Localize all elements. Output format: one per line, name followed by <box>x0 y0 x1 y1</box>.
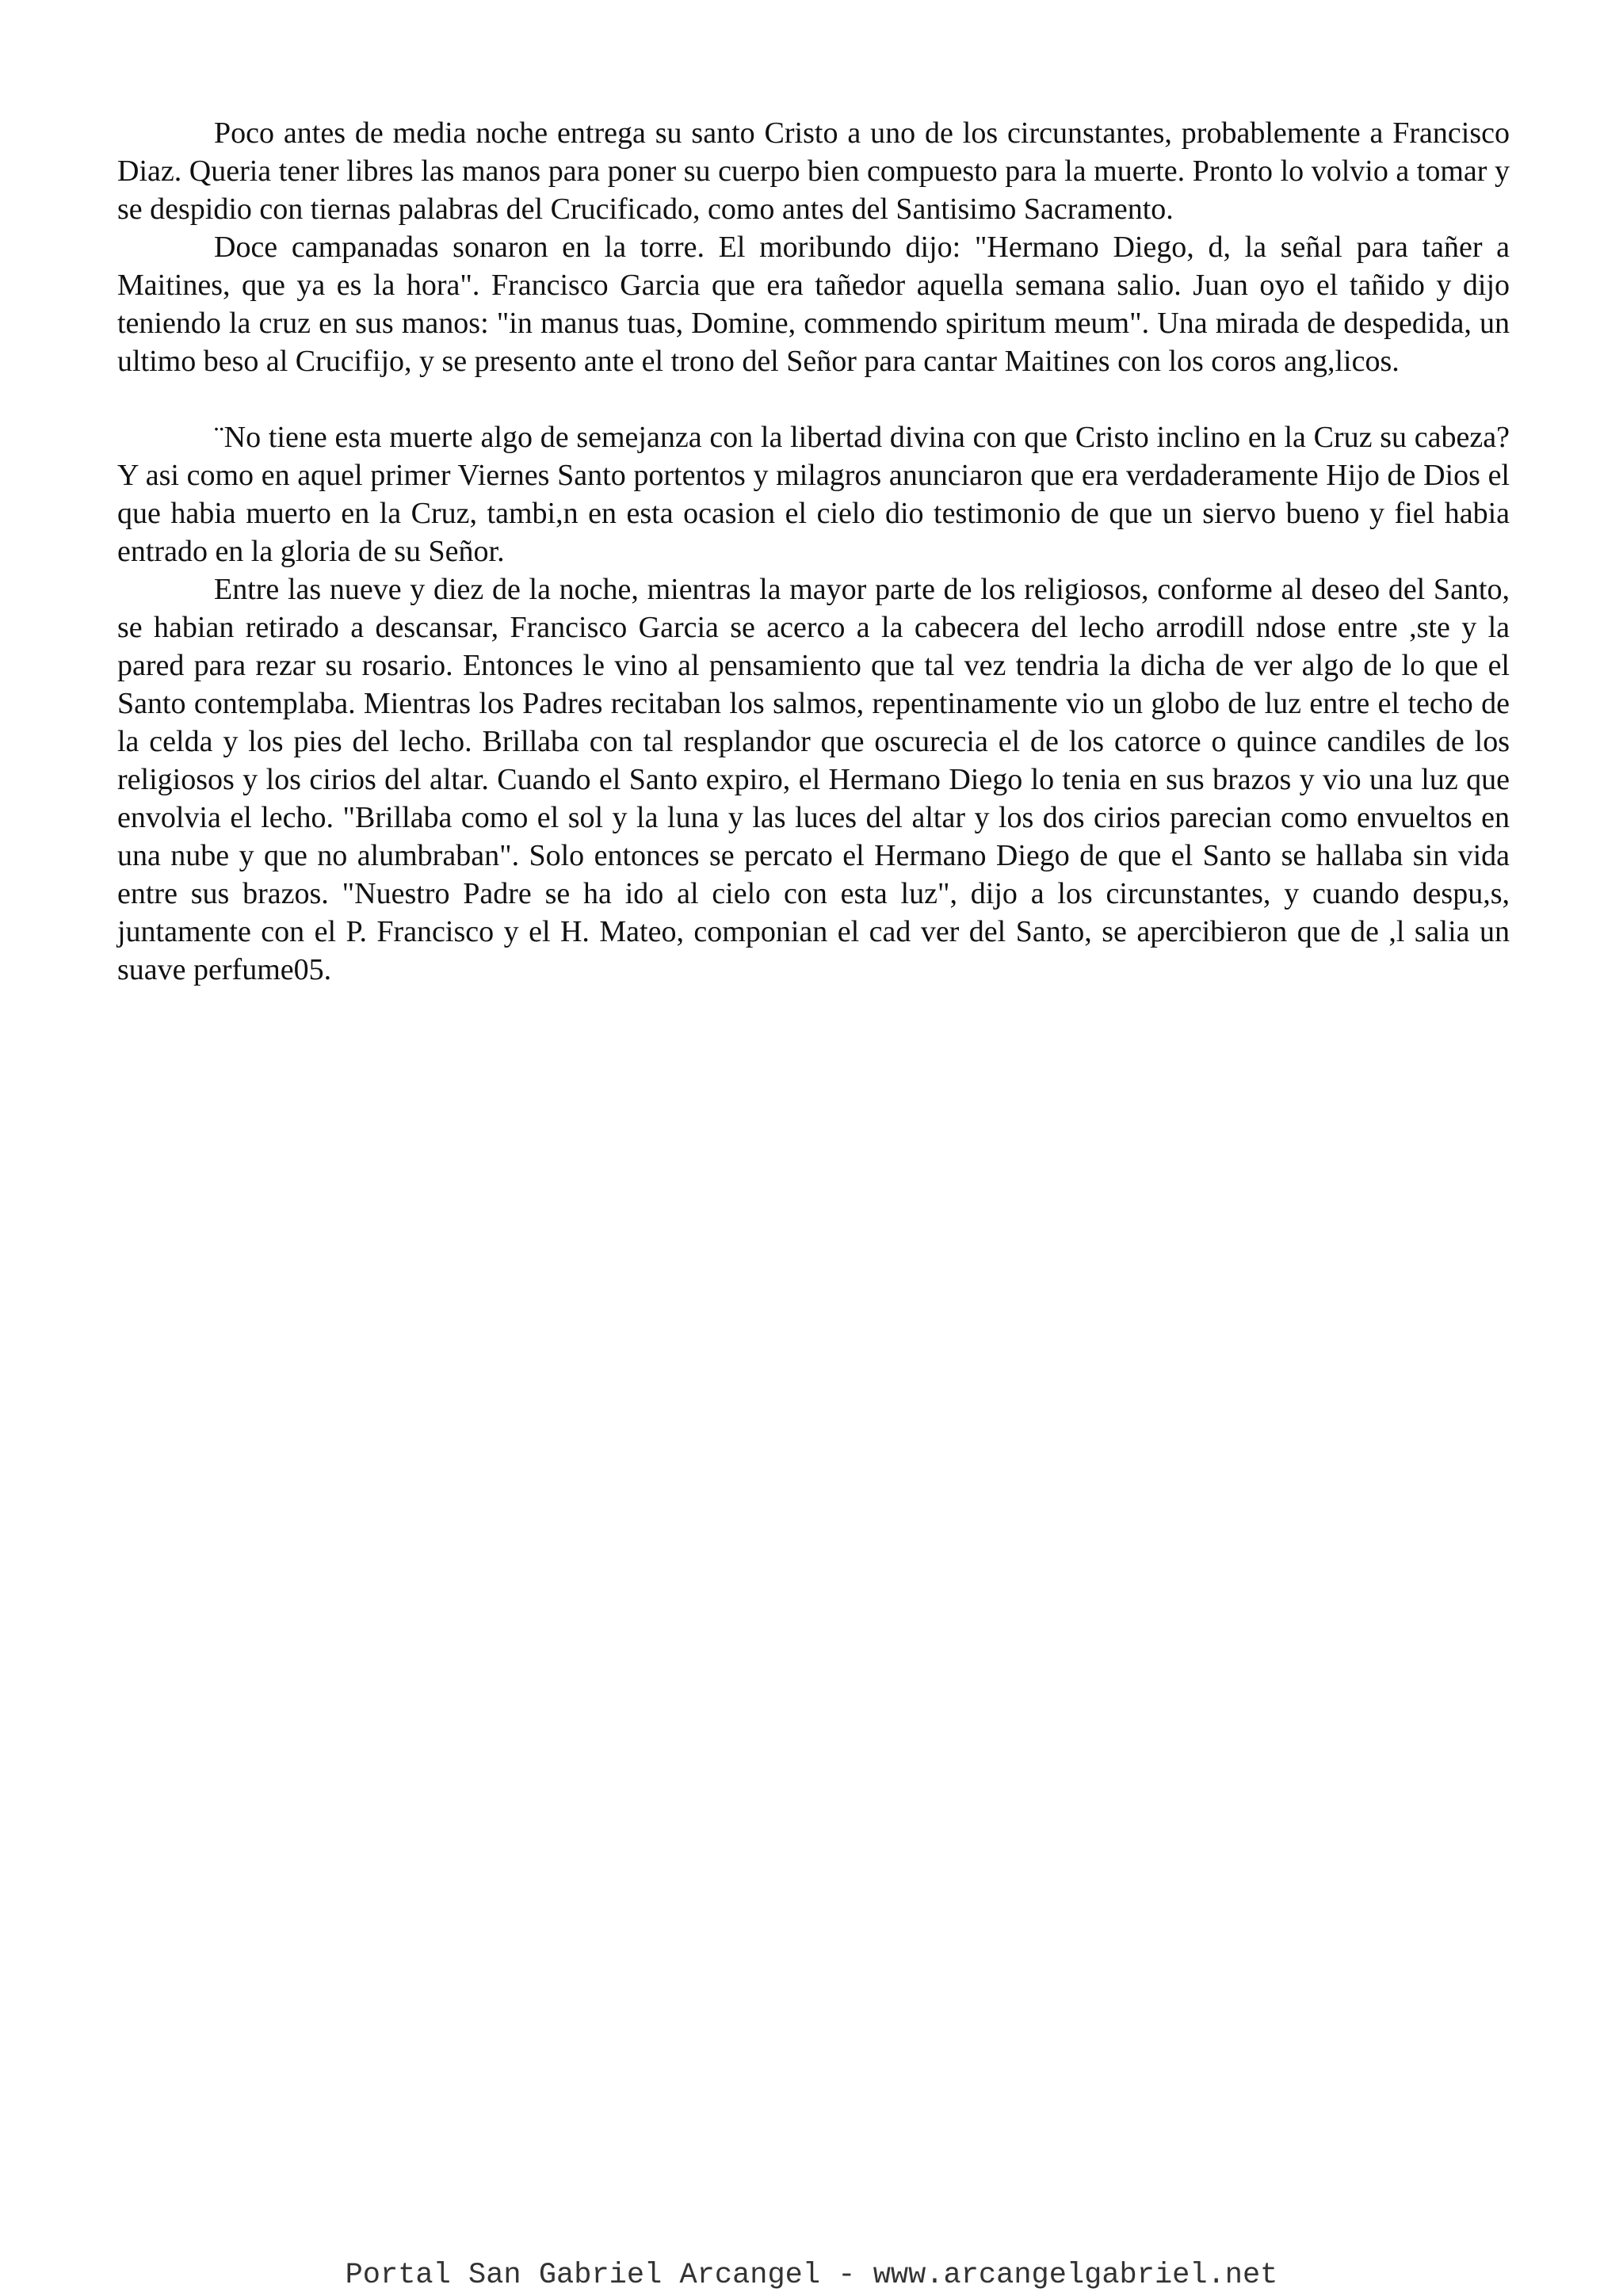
paragraph-3: ¨No tiene esta muerte algo de semejanza con la libertad divina con que Cristo inclino en la Cruz su cabeza? Y asi como en aquel primer Viernes Santo portentos y milagros anunciaron que era verdaderamente Hijo de Dios el que habia muerto en la Cruz, tambi,n en esta ocasion el cielo dio testimonio de que un siervo bueno y fiel habia entrado en la gloria de su Señor. <box>117 421 1510 568</box>
document-body <box>117 114 1510 989</box>
paragraph-1: Poco antes de media noche entrega su santo Cristo a uno de los circunstantes, probablemente a Francisco Diaz. Queria tener libres las manos para poner su cuerpo bien compuesto para la muerte. Pronto lo volvio a tomar y se despidio con tiernas palabras del Crucificado, como antes del Santisimo Sacramento. <box>117 116 1510 226</box>
paragraph-2: Doce campanadas sonaron en la torre. El moribundo dijo: "Hermano Diego, d, la señal para tañer a Maitines, que ya es la hora". Francisco Garcia que era tañedor aquella semana salio. Juan oyo el tañido y dijo teniendo la cruz en sus manos: "in manus tuas, Domine, commendo spiritum meum". Una mirada de despedida, un ultimo beso al Crucifijo, y se presento ante el trono del Señor para cantar Maitines con los coros ang,licos. <box>117 231 1510 378</box>
page-footer: Portal San Gabriel Arcangel - www.arcangelgabriel.net <box>345 2259 1278 2292</box>
paragraph-4: Entre las nueve y diez de la noche, mientras la mayor parte de los religiosos, conforme al deseo del Santo, se habian retirado a descansar, Francisco Garcia se acerco a la cabecera del lecho arrodill ndose entre ,ste y la pared para rezar su rosario. Entonces le vino al pensamiento que tal vez tendria la dicha de ver algo de lo que el Santo contemplaba. Mientras los Padres recitaban los salmos, repentinamente vio un globo de luz entre el techo de la celda y los pies del lecho. Brillaba con tal resplandor que oscurecia el de los catorce o quince candiles de los religiosos y los cirios del altar. Cuando el Santo expiro, el Hermano Diego lo tenia en sus brazos y vio una luz que envolvia el lecho. "Brillaba como el sol y la luna y las luces del altar y los dos cirios parecian como envueltos en una nube y que no alumbraban". Solo entonces se percato el Hermano Diego de que el Santo se hallaba sin vida entre sus brazos. "Nuestro Padre se ha ido al cielo con esta luz", dijo a los circunstantes, y cuando despu,s, juntamente con el P. Francisco y el H. Mateo, componian el cad ver del Santo, se apercibieron que de ,l salia un suave perfume05. <box>117 573 1510 986</box>
